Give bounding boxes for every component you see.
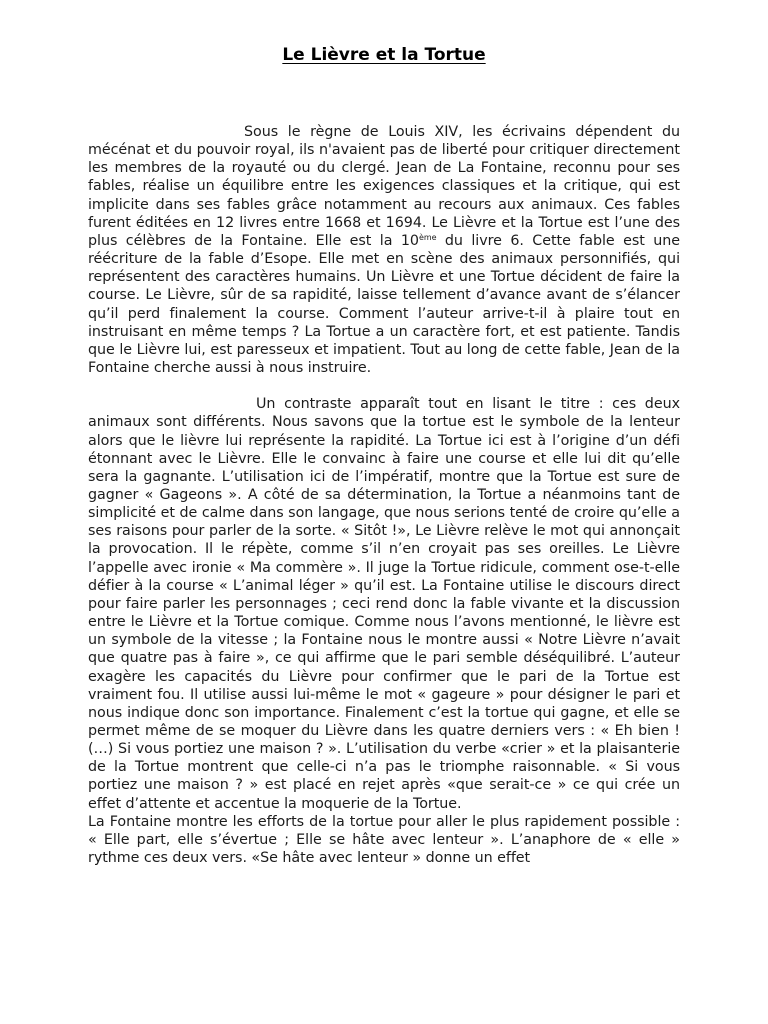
document-title: Le Lièvre et la Tortue	[282, 45, 486, 65]
paragraph-efforts	[88, 813, 680, 867]
paragraph-intro-text: Sous le règne de Louis XIV, les écrivains dépendent du mécénat et du pouvoir royal, ils n'avaient pas de liberté pour critiquer directement les membres de la royauté ou du clergé. Jean de La Fontaine, reconnu pour ses fables, réalise un équilibre entre les exigences classiques et la critique, qui est implicite dans ses fables grâce notamment au recours aux animaux. Ces fables furent éditées en 12 livres entre 1668 et 1694. Le Lièvre et la Tortue est l’une des plus célèbres de la Fontaine. Elle est la 10	[88, 124, 680, 249]
document-body	[88, 123, 680, 867]
superscript-ordinal: ème	[418, 232, 437, 242]
paragraph-intro-text-continued: du livre 6. Cette fable est une réécriture de la fable d’Esope. Elle met en scène des animaux personnifiés, qui représentent des caractères humains. Un Lièvre et une Tortue décident de faire la course. Le Lièvre, sûr de sa rapidité, laisse tellement d’avance avant de s’élancer qu’il perd finalement la course. Comment l’auteur arrive-t-il à plaire tout en instruisant en même temps ? La Tortue a un caractère fort, et est patiente. Tandis que le Lièvre lui, est paresseux et impatient. Tout au long de cette fable, Jean de la Fontaine cherche aussi à nous instruire.	[88, 232, 680, 377]
paragraph-intro	[88, 123, 680, 377]
paragraph-contrast	[88, 395, 680, 813]
paragraph-efforts-text: La Fontaine montre les efforts de la tortue pour aller le plus rapidement possible : « Elle part, elle s’évertue ; Elle se hâte avec lenteur ». L’anaphore de « elle » rythme ces deux vers. «Se hâte avec lenteur » donne un effet	[88, 813, 680, 867]
paragraph-contrast-text: Un contraste apparaît tout en lisant le titre : ces deux animaux sont différents. Nous savons que la tortue est le symbole de la lenteur alors que le lièvre lui représente la rapidité. La Tortue ici est à l’origine d’un défi étonnant avec le Lièvre. Elle le convainc à faire une course et elle lui dit qu’elle sera la gagnante. L’utilisation ici de l’impératif, montre que la Tortue est sure de gagner « Gageons ». A côté de sa détermination, la Tortue a néanmoins tant de simplicité et de calme dans son langage, que nous serions tenté de croire qu’elle a ses raisons pour parler de la sorte. « Sitôt !», Le Lièvre relève le mot qui annonçait la provocation. Il le répète, comme s’il n’en croyait pas ses oreilles. Le Lièvre l’appelle avec ironie « Ma commère ». Il juge la Tortue ridicule, comment ose-t-elle défier à la course « L’animal léger » qu’il est. La Fontaine utilise le discours direct pour faire parler les personnages ; ceci rend donc la fable vivante et la discussion entre le Lièvre et la Tortue comique. Comme nous l’avons mentionné, le lièvre est un symbole de la vitesse ; la Fontaine nous le montre aussi « Notre Lièvre n’avait que quatre pas à faire », ce qui affirme que le pari semble déséquilibré. L’auteur exagère les capacités du Lièvre pour confirmer que le pari de la Tortue est vraiment fou. Il utilise aussi lui-même le mot « gageure » pour désigner le pari et nous indique donc son importance. Finalement c’est la tortue qui gagne, et elle se permet même de se moquer du Lièvre dans les quatre derniers vers : « Eh bien ! (…) Si vous portiez une maison ? ». L’utilisation du verbe «crier » et la plaisanterie de la Tortue montrent que celle-ci n’a pas le triomphe raisonnable. « Si vous portiez une maison ? » est placé en rejet après «que serait-ce » ce qui crée un effet d’attente et accentue la moquerie de la Tortue.	[88, 396, 680, 812]
